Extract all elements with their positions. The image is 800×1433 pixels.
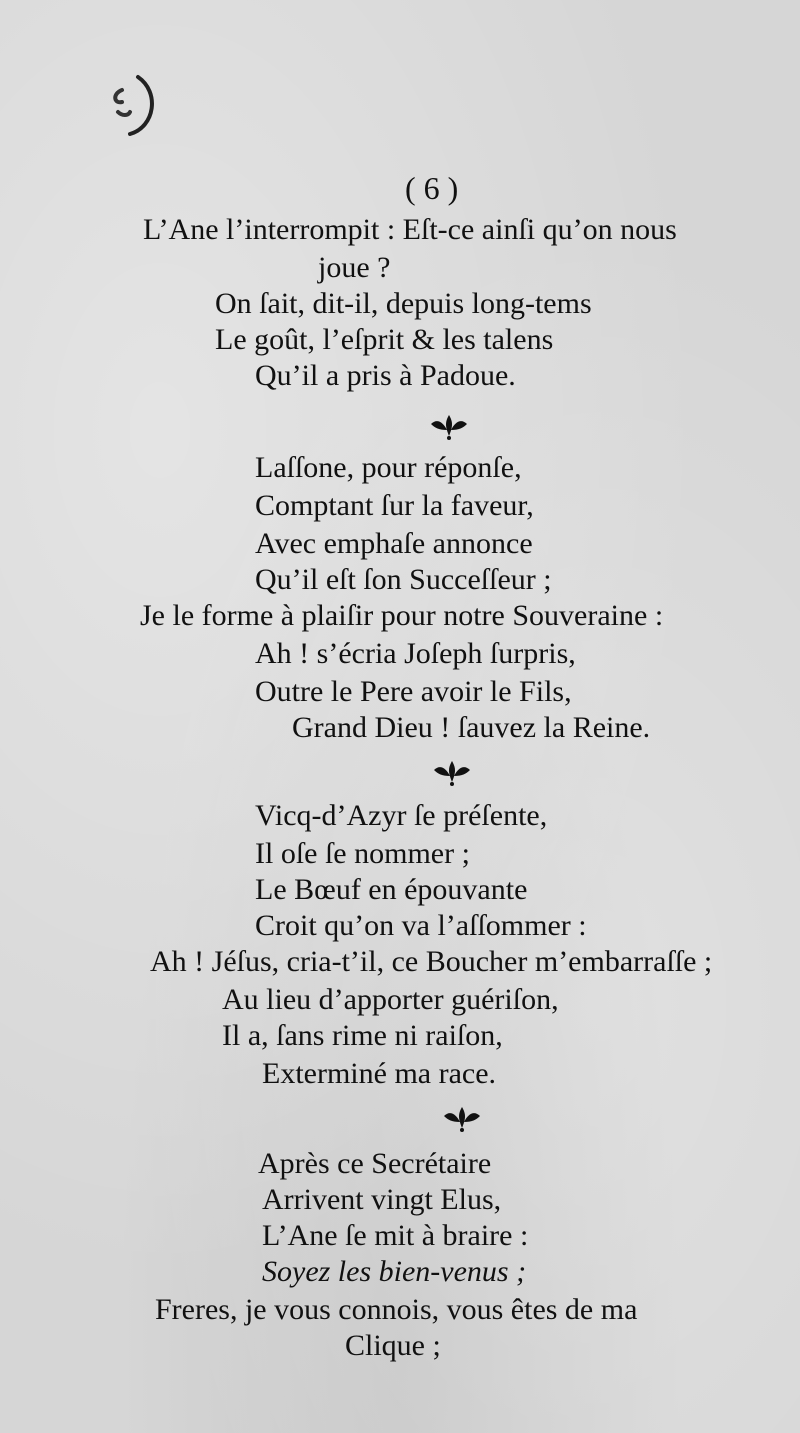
verse-line: Il a, ſans rime ni raiſon, [222, 1019, 503, 1052]
verse-line: Ah ! Jéſus, cria-t’il, ce Boucher m’embarraſſe ; [150, 945, 713, 978]
page-number: ( 6 ) [405, 170, 459, 206]
verse-line: Grand Dieu ! ſauvez la Reine. [292, 711, 651, 744]
verse-line: L’Ane ſe mit à braire : [262, 1219, 529, 1252]
verse-line: Arrivent vingt Elus, [262, 1183, 502, 1216]
ink-mark [100, 72, 160, 142]
fleuron-ornament [430, 758, 474, 786]
verse-line: Comptant ſur la faveur, [255, 489, 534, 522]
fleuron-ornament [440, 1104, 484, 1132]
verse-line: Freres, je vous connois, vous êtes de ma [155, 1293, 638, 1326]
verse-line: Clique ; [345, 1329, 441, 1362]
verse-line: Ah ! s’écria Joſeph ſurpris, [255, 637, 576, 670]
verse-line: Il oſe ſe nommer ; [255, 837, 470, 870]
verse-line: Au lieu d’apporter guériſon, [222, 983, 559, 1016]
verse-line: Je le forme à plaiſir pour notre Souveraine : [140, 599, 664, 632]
verse-line: On ſait, dit-il, depuis long-tems [215, 287, 592, 320]
verse-line: Exterminé ma race. [262, 1057, 497, 1090]
verse-line-italic: Soyez les bien-venus ; [262, 1255, 527, 1288]
verse-line: Qu’il a pris à Padoue. [255, 359, 516, 392]
verse-line: Avec emphaſe annonce [255, 527, 533, 560]
fleuron-ornament [427, 412, 471, 440]
verse-line: Outre le Pere avoir le Fils, [255, 675, 572, 708]
verse-line: Croit qu’on va l’aſſommer : [255, 909, 587, 942]
verse-line: Le goût, l’eſprit & les talens [215, 323, 554, 356]
verse-line: Qu’il eſt ſon Succeſſeur ; [255, 563, 552, 596]
verse-line: L’Ane l’interrompit : Eſt-ce ainſi qu’on nous [143, 213, 677, 246]
verse-line: Après ce Secrétaire [258, 1147, 492, 1180]
verse-line: Vicq-d’Azyr ſe préſente, [255, 799, 548, 832]
verse-line: Laſſone, pour réponſe, [255, 451, 522, 484]
verse-line: Le Bœuf en épouvante [255, 873, 528, 906]
verse-line: joue ? [318, 251, 391, 284]
